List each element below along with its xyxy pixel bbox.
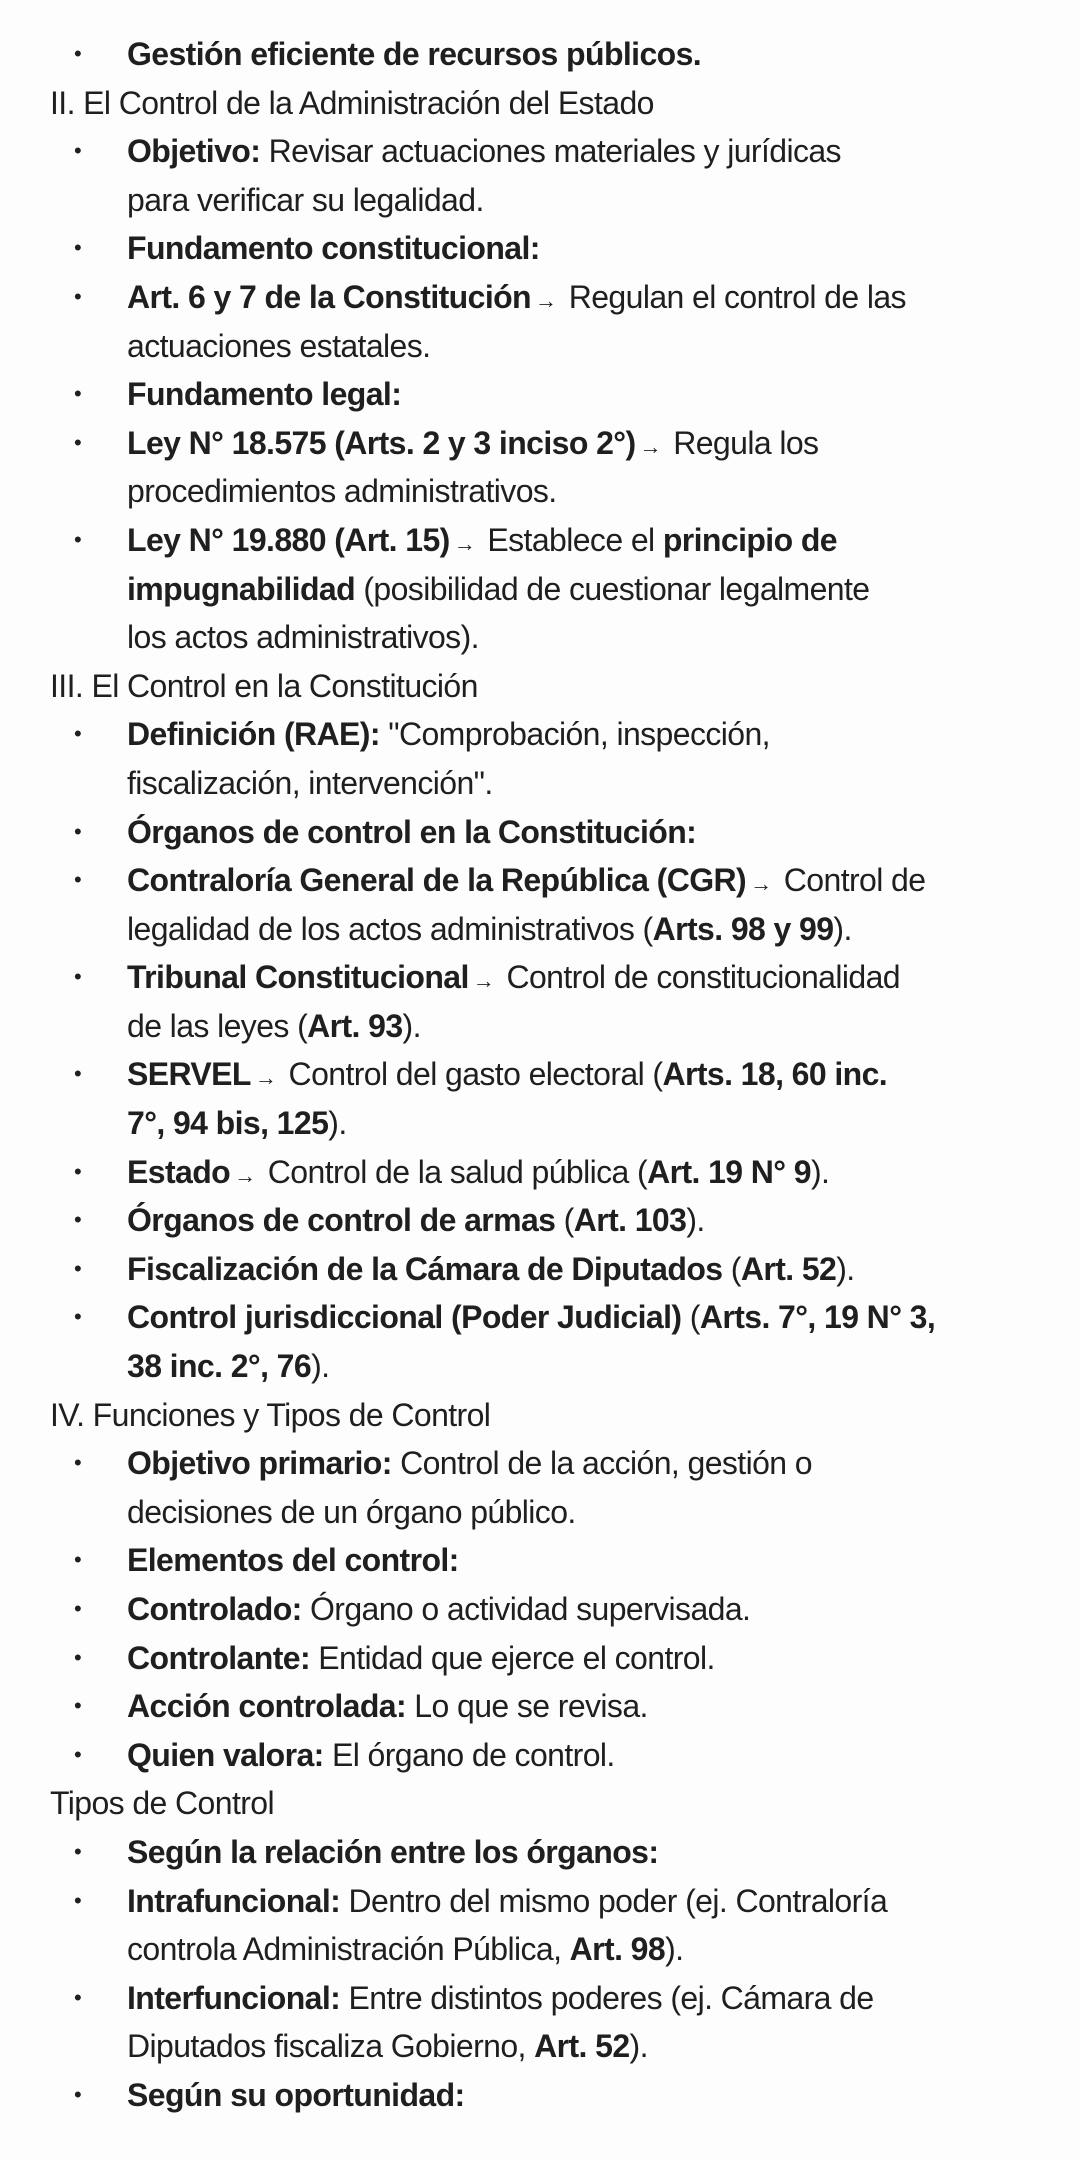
list-item-line <box>0 127 1080 176</box>
list-item-line <box>0 808 1080 857</box>
bold-text: SERVEL <box>127 1056 251 1093</box>
bold-text: Fiscalización de la Cámara de Diputados <box>127 1250 723 1287</box>
text: los actos administrativos). <box>127 619 479 656</box>
bold-text: Objetivo primario: <box>127 1445 392 1482</box>
text: Órgano o actividad supervisada. <box>301 1591 751 1627</box>
bold-text: Gestión eficiente de recursos públicos. <box>127 36 702 72</box>
bullet-icon: • <box>74 138 82 164</box>
bold-text: Según su oportunidad: <box>127 2076 465 2113</box>
bold-text: Art. 103 <box>573 1202 687 1239</box>
arrow-right-icon: → <box>639 433 661 459</box>
text: ( <box>681 1299 700 1336</box>
bold-text: Definición (RAE): <box>127 716 380 753</box>
bold-text: Fundamento legal: <box>127 376 402 413</box>
bullet-icon: • <box>74 1547 82 1573</box>
list-item-line <box>0 856 1080 905</box>
text: Control de la acción, gestión o <box>391 1445 812 1482</box>
text: Diputados fiscaliza Gobierno, <box>127 2028 535 2065</box>
text: Regulan el control de las <box>560 278 906 315</box>
list-item-line <box>0 1245 1080 1294</box>
bullet-icon: • <box>74 1207 82 1233</box>
arrow-right-icon: → <box>535 287 557 313</box>
bold-text: Control jurisdiccional (Poder Judicial) <box>127 1299 682 1336</box>
bold-text: Controlado: <box>127 1591 302 1627</box>
text: ). <box>686 1202 705 1239</box>
bullet-icon: • <box>74 1984 82 2010</box>
arrow-right-icon: → <box>234 1162 256 1188</box>
list-item-line <box>0 1585 1080 1634</box>
text: Regula los <box>664 424 819 461</box>
list-item-line <box>0 176 1080 225</box>
list-item-line <box>0 273 1080 322</box>
list-item-line <box>0 224 1080 273</box>
list-item-line <box>0 419 1080 468</box>
bold-text: 38 inc. 2°, 76 <box>127 1348 312 1385</box>
list-item-line <box>0 1342 1080 1391</box>
bold-text: Intrafuncional: <box>127 1882 341 1919</box>
text: Revisar actuaciones materiales y jurídicas <box>260 133 841 170</box>
text: "Comprobación, inspección, <box>379 716 770 753</box>
text: Entidad que ejerce el control. <box>310 1639 715 1676</box>
bullet-icon: • <box>74 721 82 747</box>
list-item-line <box>0 1148 1080 1197</box>
bold-text: 7°, 94 bis, 125 <box>127 1105 329 1142</box>
text: fiscalización, intervención". <box>127 764 493 801</box>
text: actuaciones estatales. <box>127 327 431 364</box>
bullet-icon: • <box>74 235 82 261</box>
list-item-line <box>0 1925 1080 1974</box>
list-item-line <box>0 1682 1080 1731</box>
bullet-icon: • <box>74 429 82 455</box>
text: de las leyes ( <box>127 1007 308 1044</box>
bold-text: Ley N° 18.575 (Arts. 2 y 3 inciso 2°) <box>127 424 636 461</box>
bullet-icon: • <box>74 1304 82 1330</box>
bold-text: Contraloría General de la República (CGR) <box>127 862 747 899</box>
text: (posibilidad de cuestionar legalmente <box>355 570 870 607</box>
section-heading <box>0 662 1080 711</box>
list-item-line <box>0 1731 1080 1780</box>
arrow-right-icon: → <box>750 871 772 897</box>
bullet-icon: • <box>74 1158 82 1184</box>
text: ). <box>833 910 852 947</box>
bullet-icon: • <box>74 283 82 309</box>
list-item-line <box>0 1050 1080 1099</box>
text: Establece el <box>479 521 663 558</box>
bullet-icon: • <box>74 1596 82 1621</box>
bullet-icon: • <box>74 1450 82 1476</box>
text: ( <box>722 1250 741 1287</box>
bullet-icon: • <box>74 818 82 844</box>
text: decisiones de un órgano público. <box>127 1493 576 1530</box>
text: ). <box>665 1931 684 1968</box>
list-item-line <box>0 2022 1080 2071</box>
bold-text: Órganos de control de armas <box>127 1202 556 1239</box>
bold-text: Arts. 18, 60 inc. <box>662 1056 888 1093</box>
list-item-line <box>0 1293 1080 1342</box>
list-item-line <box>0 467 1080 516</box>
arrow-right-icon: → <box>453 530 476 556</box>
list-item-line <box>0 1439 1080 1488</box>
list-item-line <box>0 370 1080 419</box>
list-item-line <box>0 30 1080 79</box>
list-item-line <box>0 905 1080 954</box>
bold-text: Controlante: <box>127 1639 311 1676</box>
bold-text: Objetivo: <box>127 133 261 170</box>
section-heading <box>0 1391 1080 1440</box>
bullet-icon: • <box>74 867 82 893</box>
bullet-icon: • <box>74 381 82 407</box>
section-heading <box>0 1779 1080 1828</box>
list-item-line <box>0 1196 1080 1245</box>
bullet-icon: • <box>74 41 82 66</box>
section-heading <box>0 79 1080 128</box>
list-item-line <box>0 565 1080 614</box>
list-item-line <box>0 2071 1080 2120</box>
text: ). <box>810 1153 830 1190</box>
bold-text: impugnabilidad <box>127 570 356 607</box>
text: Control de la salud pública ( <box>259 1153 648 1190</box>
bold-text: Arts. 98 y 99 <box>652 910 834 947</box>
text: ). <box>328 1105 347 1142</box>
bold-text: Según la relación entre los órganos: <box>127 1833 659 1870</box>
text: Control de constitucionalidad <box>498 959 900 996</box>
text: ). <box>402 1007 421 1044</box>
bold-text: Ley N° 19.880 (Art. 15) <box>127 521 450 558</box>
arrow-right-icon: → <box>254 1065 277 1091</box>
bullet-icon: • <box>74 1061 82 1087</box>
bullet-icon: • <box>74 1644 82 1670</box>
text: procedimientos administrativos. <box>127 473 557 510</box>
bold-text: Art. 6 y 7 de la Constitución <box>127 278 532 315</box>
bold-text: Estado <box>127 1153 231 1190</box>
bold-text: Acción controlada: <box>127 1688 407 1725</box>
text: Control del gasto electoral ( <box>280 1056 663 1093</box>
text: Dentro del mismo poder (ej. Contraloría <box>340 1882 888 1919</box>
list-item-line <box>0 322 1080 371</box>
bold-text: principio de <box>662 521 837 558</box>
text: para verificar su legalidad. <box>127 181 484 218</box>
document-body <box>0 30 1080 2120</box>
list-item-line <box>0 1002 1080 1051</box>
bold-text: Art. 52 <box>534 2028 630 2065</box>
text: Control de <box>775 862 926 899</box>
text: El órgano de control. <box>323 1736 615 1773</box>
bold-text: Art. 52 <box>740 1250 837 1287</box>
list-item-line <box>0 613 1080 662</box>
bullet-icon: • <box>74 964 82 990</box>
bold-text: Quien valora: <box>127 1736 324 1773</box>
list-item-line <box>0 1877 1080 1926</box>
text: III. El Control en la Constitución <box>50 667 478 704</box>
text: Entre distintos poderes (ej. Cámara de <box>340 1979 874 2016</box>
bold-text: Arts. 7°, 19 N° 3, <box>699 1299 936 1336</box>
bullet-icon: • <box>74 1741 82 1767</box>
list-item-line <box>0 1536 1080 1585</box>
list-item-line <box>0 710 1080 759</box>
text: Tipos de Control <box>50 1785 274 1822</box>
list-item-line <box>0 759 1080 808</box>
bullet-icon: • <box>74 1693 82 1719</box>
list-item-line <box>0 1634 1080 1683</box>
list-item-line <box>0 1488 1080 1537</box>
bullet-icon: • <box>74 2081 82 2107</box>
bold-text: Interfuncional: <box>127 1979 341 2016</box>
text: ). <box>836 1250 855 1287</box>
arrow-right-icon: → <box>472 968 495 994</box>
text: II. El Control de la Administración del Estado <box>50 84 654 121</box>
bold-text: Tribunal Constitucional <box>127 959 469 996</box>
text: legalidad de los actos administrativos ( <box>127 910 653 947</box>
list-item-line <box>0 953 1080 1002</box>
text: ). <box>311 1348 330 1385</box>
bullet-icon: • <box>74 526 82 552</box>
text: ). <box>629 2028 648 2065</box>
bold-text: Art. 98 <box>569 1931 666 1968</box>
list-item-line <box>0 516 1080 565</box>
bullet-icon: • <box>74 1887 82 1913</box>
list-item-line <box>0 1828 1080 1877</box>
bold-text: Fundamento constitucional: <box>127 230 540 267</box>
bullet-icon: • <box>74 1255 82 1281</box>
bullet-icon: • <box>74 1838 82 1864</box>
bold-text: Elementos del control: <box>127 1542 459 1579</box>
bold-text: Art. 19 N° 9 <box>647 1153 811 1190</box>
list-item-line <box>0 1974 1080 2023</box>
bold-text: Órganos de control en la Constitución: <box>127 813 697 850</box>
text: ( <box>555 1202 574 1239</box>
text: controla Administración Pública, <box>127 1931 570 1968</box>
list-item-line <box>0 1099 1080 1148</box>
text: IV. Funciones y Tipos de Control <box>50 1396 491 1433</box>
text: Lo que se revisa. <box>406 1688 648 1725</box>
bold-text: Art. 93 <box>307 1007 403 1044</box>
